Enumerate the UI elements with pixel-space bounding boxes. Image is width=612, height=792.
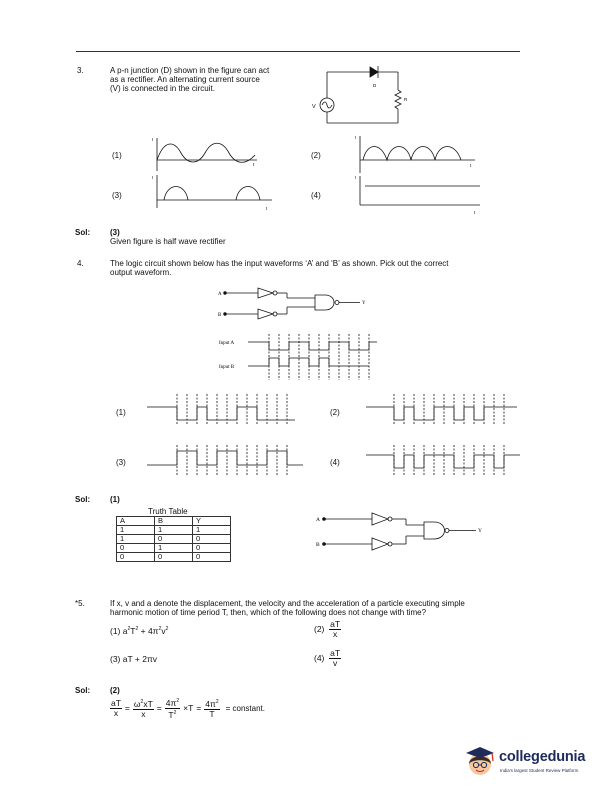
sol5-answer: (2)	[110, 686, 120, 695]
q4-text-line-1: The logic circuit shown below has the input waveforms ‘A’ and ‘B’ as shown. Pick out the correct	[110, 259, 449, 268]
truth-table-row	[117, 526, 231, 535]
q4-option-4-label: (4)	[330, 458, 340, 467]
graduate-mascot-icon	[462, 742, 498, 778]
truth-table-header-b: B	[155, 517, 193, 526]
truth-table-cell: 0	[117, 553, 155, 562]
q3-option-2-label: (2)	[311, 151, 321, 160]
q3-text-line-2: as a rectifier. An alternating current source	[110, 75, 260, 84]
sol4-gate-label-a: A	[316, 517, 320, 523]
q4-input-a-label: Input A	[219, 341, 235, 346]
truth-table-cell: 0	[155, 553, 193, 562]
q5-option-1: (1) $a^2T^2 + 4\pi^2v^2$	[110, 625, 169, 636]
q4-gate-label-b: B	[218, 313, 222, 318]
sol4-gate-label-y: Y	[478, 528, 482, 534]
q3-option-3-graph	[152, 170, 277, 215]
q4-input-b-label: Input B	[219, 365, 235, 370]
q3-opt4-axis-t: t	[474, 210, 476, 215]
truth-table-cell: 1	[117, 526, 155, 535]
brand-logo[interactable]	[462, 742, 602, 778]
truth-table-cell: 0	[193, 544, 231, 553]
q4-option-1-label: (1)	[116, 408, 126, 417]
q3-option-1-label: (1)	[112, 151, 122, 160]
sol4-label: Sol:	[75, 495, 91, 504]
q3-option-1-graph	[152, 135, 267, 175]
q3-number: 3.	[77, 66, 84, 75]
q3-opt3-axis-i: I	[152, 175, 154, 180]
q4-logic-circuit	[215, 285, 375, 323]
truth-table-cell: 0	[155, 535, 193, 544]
q3-opt1-axis-t: t	[253, 162, 255, 167]
q5-option-2: (2) $\frac{aT}{x}$	[314, 619, 341, 639]
q4-number: 4.	[77, 259, 84, 268]
sol3-answer: (3)	[110, 228, 120, 237]
q3-text-line-1: A p-n junction (D) shown in the figure can act	[110, 66, 270, 75]
sol4-answer: (1)	[110, 495, 120, 504]
truth-table-cell: 0	[193, 535, 231, 544]
q5-option-4: (4) $\frac{aT}{v}$	[314, 648, 341, 668]
truth-table-header-a: A	[117, 517, 155, 526]
truth-table-header	[117, 517, 231, 526]
q3-label-r: R	[404, 97, 408, 102]
truth-table-title: Truth Table	[148, 507, 188, 516]
q4-input-waveforms	[215, 330, 385, 385]
q5-text-line-2: harmonic motion of time period T, then, which of the following does not change with time?	[110, 608, 427, 617]
truth-table-cell: 1	[193, 526, 231, 535]
truth-table-cell: 1	[155, 526, 193, 535]
q3-opt4-axis-i: I	[355, 175, 357, 180]
truth-table	[116, 516, 231, 562]
q3-option-4-graph	[355, 172, 485, 217]
q3-text-line-3: (V) is connected in the circuit.	[110, 84, 215, 93]
sol4-logic-circuit	[312, 510, 492, 552]
sol5-equation: $\frac{aT}{x}$ = $\frac{\omega^2xT}{x}$ = $\frac{4\pi^2}{T^2}$ ×T = $\frac{4\pi^2}{T}$ = constant.	[111, 697, 265, 720]
brand-name: collegedunia	[499, 749, 586, 765]
sol3-text: Given figure is half wave rectifier	[110, 237, 226, 246]
truth-table-row	[117, 535, 231, 544]
sol5-label: Sol:	[75, 686, 91, 695]
q3-option-3-label: (3)	[112, 191, 122, 200]
sol3-label: Sol:	[75, 228, 91, 237]
q4-text-line-2: output waveform.	[110, 268, 172, 277]
q3-opt2-axis-t: t	[470, 163, 472, 168]
q5-number: *5.	[75, 599, 85, 608]
q3-option-4-label: (4)	[311, 191, 321, 200]
q3-option-2-graph	[355, 130, 480, 178]
q3-label-v: V	[312, 104, 316, 110]
q4-option-1-waveform	[145, 392, 305, 427]
q4-option-4-waveform	[362, 443, 527, 478]
q5-text-line-1: If x, v and a denote the displacement, the velocity and the acceleration of a particle executing simple	[110, 599, 465, 608]
q4-option-3-label: (3)	[116, 458, 126, 467]
top-rule	[76, 51, 520, 52]
brand-tagline: India's largest Student Review Platform	[500, 768, 579, 773]
q3-opt1-axis-i: I	[152, 137, 154, 142]
q3-opt3-axis-t: t	[266, 206, 268, 211]
q4-option-3-waveform	[145, 443, 310, 478]
truth-table-cell: 0	[193, 553, 231, 562]
q3-circuit-diagram	[300, 60, 420, 130]
truth-table-cell: 1	[117, 535, 155, 544]
truth-table-row	[117, 544, 231, 553]
sol4-gate-label-b: B	[316, 542, 320, 548]
q5-option-3: (3) aT + 2πv	[110, 654, 158, 664]
truth-table-row	[117, 553, 231, 562]
q4-gate-label-y: Y	[362, 301, 366, 306]
truth-table-header-y: Y	[193, 517, 231, 526]
q4-gate-label-a: A	[218, 292, 222, 297]
q4-option-2-label: (2)	[330, 408, 340, 417]
truth-table-cell: 1	[155, 544, 193, 553]
q3-opt2-axis-i: I	[355, 135, 357, 140]
q4-option-2-waveform	[362, 392, 527, 427]
q3-label-d: D	[373, 83, 377, 88]
truth-table-cell: 0	[117, 544, 155, 553]
